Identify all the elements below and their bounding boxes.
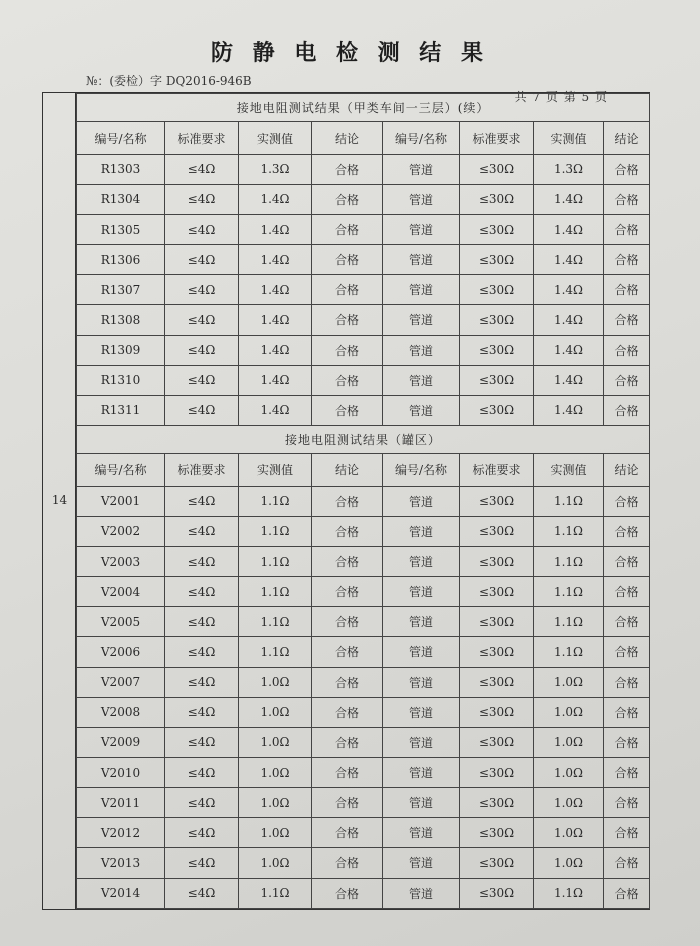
- table-cell: 合格: [604, 395, 650, 425]
- table-cell: 合格: [312, 154, 383, 184]
- table-cell: 1.1Ω: [534, 577, 604, 607]
- table-cell: R1304: [77, 184, 165, 214]
- table-cell: ≤4Ω: [165, 607, 239, 637]
- table-cell: 管道: [383, 245, 460, 275]
- table-cell: 合格: [604, 245, 650, 275]
- table-row: [77, 878, 650, 909]
- table-cell: 1.4Ω: [239, 305, 312, 335]
- table-cell: 合格: [312, 305, 383, 335]
- table-cell: 管道: [383, 788, 460, 818]
- table-cell: 1.0Ω: [534, 788, 604, 818]
- section-2-title-row: [77, 425, 650, 453]
- table-cell: ≤4Ω: [165, 637, 239, 667]
- table-cell: ≤30Ω: [460, 878, 534, 909]
- table-cell: R1310: [77, 365, 165, 395]
- table-cell: ≤30Ω: [460, 848, 534, 878]
- table-cell: 1.0Ω: [239, 697, 312, 727]
- table-cell: ≤30Ω: [460, 788, 534, 818]
- table-row: [77, 214, 650, 244]
- column-header: 结论: [604, 122, 650, 154]
- table-cell: 1.4Ω: [534, 214, 604, 244]
- table-cell: 合格: [312, 727, 383, 757]
- table-cell: ≤30Ω: [460, 667, 534, 697]
- table-cell: ≤30Ω: [460, 546, 534, 576]
- table-cell: 合格: [604, 486, 650, 516]
- table-cell: ≤30Ω: [460, 245, 534, 275]
- table-cell: 合格: [312, 697, 383, 727]
- table-cell: 管道: [383, 878, 460, 909]
- table-row: [77, 154, 650, 184]
- table-cell: ≤30Ω: [460, 818, 534, 848]
- table-cell: 1.0Ω: [239, 848, 312, 878]
- table-cell: V2001: [77, 486, 165, 516]
- column-header: 结论: [312, 122, 383, 154]
- table-cell: 合格: [312, 788, 383, 818]
- table-cell: ≤30Ω: [460, 607, 534, 637]
- page-info: 共 7 页 第 5 页: [514, 90, 608, 104]
- table-cell: 合格: [604, 184, 650, 214]
- table-cell: ≤4Ω: [165, 154, 239, 184]
- table-cell: ≤30Ω: [460, 154, 534, 184]
- table-cell: 合格: [604, 577, 650, 607]
- table-row: [77, 516, 650, 546]
- table-cell: 1.4Ω: [239, 245, 312, 275]
- table-cell: 合格: [312, 757, 383, 787]
- table-cell: R1311: [77, 395, 165, 425]
- section-2-header-row: [77, 454, 650, 486]
- column-header: 实测值: [239, 122, 312, 154]
- table-cell: R1306: [77, 245, 165, 275]
- column-header: 标准要求: [460, 454, 534, 486]
- table-row: [77, 637, 650, 667]
- table-cell: ≤4Ω: [165, 305, 239, 335]
- table-cell: ≤4Ω: [165, 848, 239, 878]
- table-row: [77, 335, 650, 365]
- section-1-title-row: [77, 94, 650, 122]
- document-number: №：(委检）字 DQ2016-946B: [86, 74, 252, 88]
- side-number: 14: [51, 493, 68, 507]
- table-cell: 1.1Ω: [534, 486, 604, 516]
- table-cell: 1.1Ω: [239, 878, 312, 909]
- table-row: [77, 245, 650, 275]
- table-row: [77, 818, 650, 848]
- table-cell: 管道: [383, 667, 460, 697]
- table-cell: 合格: [604, 757, 650, 787]
- table-cell: ≤30Ω: [460, 697, 534, 727]
- table-cell: 1.0Ω: [239, 667, 312, 697]
- table-cell: R1308: [77, 305, 165, 335]
- table-cell: 1.4Ω: [534, 395, 604, 425]
- table-cell: ≤4Ω: [165, 275, 239, 305]
- table-cell: V2012: [77, 818, 165, 848]
- table-cell: 1.0Ω: [534, 848, 604, 878]
- table-cell: ≤4Ω: [165, 395, 239, 425]
- table-cell: 合格: [604, 335, 650, 365]
- table-row: [77, 395, 650, 425]
- table-cell: 合格: [604, 788, 650, 818]
- table-cell: 1.1Ω: [239, 516, 312, 546]
- table-cell: 1.1Ω: [534, 516, 604, 546]
- table-cell: ≤4Ω: [165, 788, 239, 818]
- table-cell: R1305: [77, 214, 165, 244]
- side-column: [43, 93, 76, 909]
- table-cell: V2010: [77, 757, 165, 787]
- table-cell: 合格: [312, 486, 383, 516]
- table-cell: ≤30Ω: [460, 637, 534, 667]
- table-cell: V2004: [77, 577, 165, 607]
- table-cell: 管道: [383, 546, 460, 576]
- table-cell: 管道: [383, 335, 460, 365]
- table-cell: 管道: [383, 727, 460, 757]
- table-cell: 合格: [312, 818, 383, 848]
- table-cell: 合格: [604, 607, 650, 637]
- table-cell: ≤4Ω: [165, 757, 239, 787]
- table-cell: 1.0Ω: [534, 818, 604, 848]
- table-cell: ≤30Ω: [460, 395, 534, 425]
- table-cell: 管道: [383, 214, 460, 244]
- table-cell: ≤4Ω: [165, 184, 239, 214]
- table-cell: 1.4Ω: [239, 184, 312, 214]
- table-cell: 1.1Ω: [534, 607, 604, 637]
- table-cell: 1.1Ω: [534, 878, 604, 909]
- column-header: 结论: [312, 454, 383, 486]
- table-cell: 管道: [383, 818, 460, 848]
- table-cell: ≤4Ω: [165, 516, 239, 546]
- table-cell: V2008: [77, 697, 165, 727]
- table-frame: [42, 92, 650, 910]
- table-cell: 1.0Ω: [534, 697, 604, 727]
- table-cell: 合格: [604, 697, 650, 727]
- table-cell: 管道: [383, 305, 460, 335]
- column-header: 编号/名称: [77, 454, 165, 486]
- table-cell: 管道: [383, 577, 460, 607]
- table-cell: V2005: [77, 607, 165, 637]
- table-cell: R1309: [77, 335, 165, 365]
- table-cell: 1.4Ω: [534, 184, 604, 214]
- table-cell: 合格: [604, 878, 650, 909]
- table-cell: ≤30Ω: [460, 335, 534, 365]
- table-cell: 合格: [312, 395, 383, 425]
- table-row: [77, 305, 650, 335]
- table-cell: 1.4Ω: [534, 305, 604, 335]
- table-cell: ≤30Ω: [460, 214, 534, 244]
- table-cell: ≤30Ω: [460, 486, 534, 516]
- table-cell: R1303: [77, 154, 165, 184]
- table-cell: 合格: [312, 275, 383, 305]
- table-row: [77, 667, 650, 697]
- table-cell: 1.1Ω: [239, 486, 312, 516]
- table-cell: 1.3Ω: [534, 154, 604, 184]
- table-cell: 合格: [312, 516, 383, 546]
- table-cell: V2002: [77, 516, 165, 546]
- table-cell: ≤4Ω: [165, 486, 239, 516]
- table-cell: 合格: [604, 637, 650, 667]
- table-cell: ≤30Ω: [460, 305, 534, 335]
- table-cell: ≤30Ω: [460, 184, 534, 214]
- table-cell: 1.4Ω: [534, 275, 604, 305]
- table-cell: 合格: [604, 214, 650, 244]
- table-row: [77, 727, 650, 757]
- table-cell: 合格: [604, 305, 650, 335]
- table-cell: 合格: [604, 516, 650, 546]
- table-cell: 管道: [383, 607, 460, 637]
- table-cell: V2006: [77, 637, 165, 667]
- table-cell: V2011: [77, 788, 165, 818]
- table-cell: ≤30Ω: [460, 516, 534, 546]
- table-cell: 管道: [383, 516, 460, 546]
- table-cell: 1.0Ω: [534, 757, 604, 787]
- column-header: 标准要求: [460, 122, 534, 154]
- column-header: 实测值: [534, 122, 604, 154]
- table-cell: 管道: [383, 637, 460, 667]
- column-header: 实测值: [534, 454, 604, 486]
- table-row: [77, 546, 650, 576]
- page-title: 防 静 电 检 测 结 果: [211, 40, 489, 66]
- column-header: 标准要求: [165, 454, 239, 486]
- table-cell: ≤4Ω: [165, 245, 239, 275]
- table-cell: 合格: [604, 275, 650, 305]
- table-cell: V2013: [77, 848, 165, 878]
- table-cell: ≤4Ω: [165, 697, 239, 727]
- table-row: [77, 184, 650, 214]
- table-cell: 1.4Ω: [534, 365, 604, 395]
- table-cell: ≤4Ω: [165, 365, 239, 395]
- table-row: [77, 486, 650, 516]
- table-row: [77, 365, 650, 395]
- table-cell: 1.4Ω: [239, 365, 312, 395]
- table-cell: 合格: [312, 637, 383, 667]
- table-cell: 合格: [312, 546, 383, 576]
- table-row: [77, 788, 650, 818]
- table-cell: 管道: [383, 486, 460, 516]
- table-cell: 1.0Ω: [534, 667, 604, 697]
- table-cell: ≤4Ω: [165, 727, 239, 757]
- table-cell: V2007: [77, 667, 165, 697]
- table-cell: 合格: [312, 878, 383, 909]
- table-cell: 合格: [312, 184, 383, 214]
- section-title: 接地电阻测试结果（罐区）: [77, 425, 650, 453]
- table-cell: ≤30Ω: [460, 577, 534, 607]
- table-cell: 合格: [604, 848, 650, 878]
- table-cell: 合格: [312, 214, 383, 244]
- table-cell: ≤30Ω: [460, 275, 534, 305]
- table-cell: 合格: [312, 607, 383, 637]
- table-cell: 合格: [604, 154, 650, 184]
- table-cell: 1.1Ω: [239, 546, 312, 576]
- table-row: [77, 757, 650, 787]
- table-cell: 管道: [383, 697, 460, 727]
- table-row: [77, 275, 650, 305]
- table-cell: 管道: [383, 395, 460, 425]
- table-cell: 合格: [312, 245, 383, 275]
- table-cell: 管道: [383, 275, 460, 305]
- column-header: 实测值: [239, 454, 312, 486]
- table-cell: ≤4Ω: [165, 818, 239, 848]
- column-header: 编号/名称: [383, 122, 460, 154]
- column-header: 编号/名称: [77, 122, 165, 154]
- table-cell: ≤4Ω: [165, 577, 239, 607]
- table-cell: R1307: [77, 275, 165, 305]
- table-cell: 合格: [604, 365, 650, 395]
- table-cell: 合格: [312, 667, 383, 697]
- results-table: [76, 93, 650, 909]
- table-cell: 管道: [383, 184, 460, 214]
- table-row: [77, 607, 650, 637]
- table-cell: ≤30Ω: [460, 365, 534, 395]
- table-cell: ≤4Ω: [165, 214, 239, 244]
- table-cell: ≤4Ω: [165, 667, 239, 697]
- table-cell: 1.0Ω: [239, 757, 312, 787]
- table-cell: V2014: [77, 878, 165, 909]
- table-cell: 1.1Ω: [534, 546, 604, 576]
- table-cell: 1.4Ω: [534, 335, 604, 365]
- table-cell: ≤4Ω: [165, 878, 239, 909]
- table-cell: 合格: [312, 335, 383, 365]
- table-cell: 合格: [312, 577, 383, 607]
- table-cell: 管道: [383, 365, 460, 395]
- table-cell: V2009: [77, 727, 165, 757]
- column-header: 标准要求: [165, 122, 239, 154]
- table-cell: 1.0Ω: [239, 818, 312, 848]
- table-cell: 1.3Ω: [239, 154, 312, 184]
- table-row: [77, 577, 650, 607]
- column-header: 编号/名称: [383, 454, 460, 486]
- table-cell: 合格: [604, 727, 650, 757]
- table-cell: 合格: [604, 818, 650, 848]
- table-cell: 1.4Ω: [239, 395, 312, 425]
- table-cell: 管道: [383, 848, 460, 878]
- table-cell: 合格: [604, 546, 650, 576]
- table-cell: 1.1Ω: [239, 577, 312, 607]
- table-cell: 1.0Ω: [239, 727, 312, 757]
- table-row: [77, 848, 650, 878]
- table-cell: ≤4Ω: [165, 335, 239, 365]
- table-cell: 1.0Ω: [239, 788, 312, 818]
- table-cell: 1.0Ω: [534, 727, 604, 757]
- table-cell: 合格: [312, 848, 383, 878]
- table-cell: 1.1Ω: [534, 637, 604, 667]
- section-1-header-row: [77, 122, 650, 154]
- table-cell: 1.1Ω: [239, 607, 312, 637]
- table-cell: 管道: [383, 154, 460, 184]
- table-cell: 1.1Ω: [239, 637, 312, 667]
- table-cell: 合格: [604, 667, 650, 697]
- table-cell: ≤4Ω: [165, 546, 239, 576]
- table-cell: 1.4Ω: [239, 335, 312, 365]
- table-cell: 管道: [383, 757, 460, 787]
- table-cell: ≤30Ω: [460, 727, 534, 757]
- table-cell: 1.4Ω: [534, 245, 604, 275]
- table-cell: ≤30Ω: [460, 757, 534, 787]
- table-cell: 1.4Ω: [239, 214, 312, 244]
- column-header: 结论: [604, 454, 650, 486]
- section-title: 接地电阻测试结果（甲类车间一三层）(续）: [77, 94, 650, 122]
- table-cell: 1.4Ω: [239, 275, 312, 305]
- table-cell: 合格: [312, 365, 383, 395]
- table-cell: V2003: [77, 546, 165, 576]
- table-row: [77, 697, 650, 727]
